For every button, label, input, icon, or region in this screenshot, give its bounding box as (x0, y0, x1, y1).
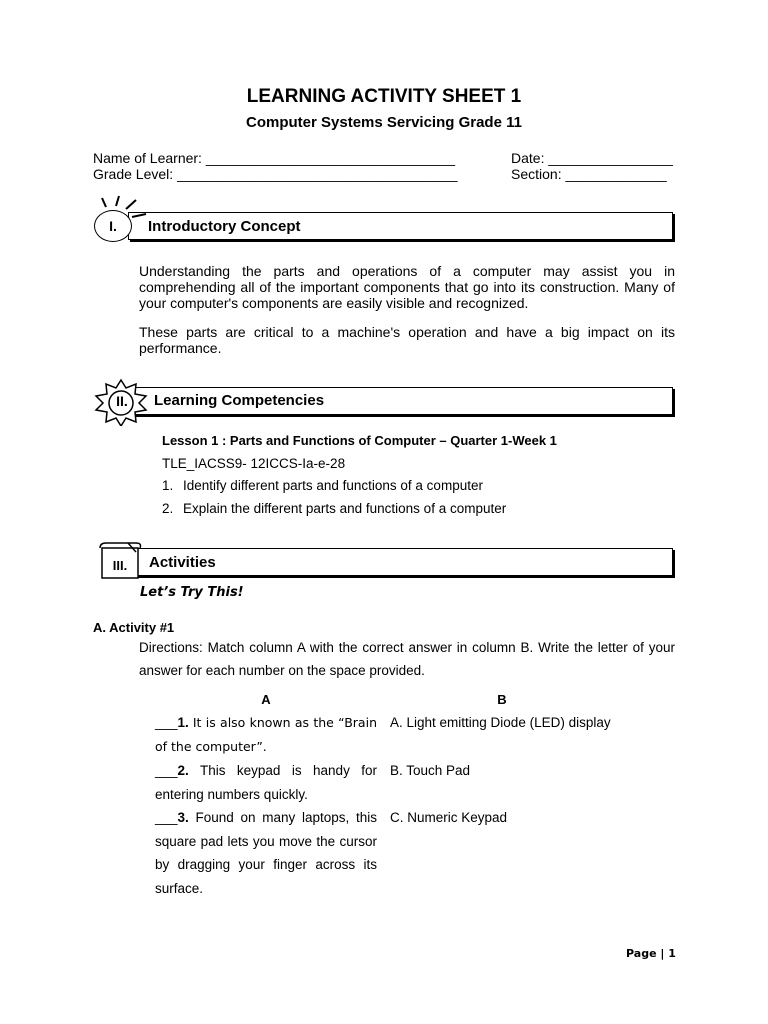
section-blank: _____________ (565, 166, 667, 182)
date-field (511, 150, 673, 166)
competency-item-number: 2. (162, 501, 174, 516)
item-text: This keypad is handy for entering numbers quickly. (155, 763, 377, 802)
name-label: Name of Learner: (93, 150, 202, 166)
section-three-numeral: III. (112, 558, 128, 573)
competency-item-text: Identify different parts and functions of a computer (183, 478, 483, 493)
lets-try-heading: Let’s Try This! (140, 585, 244, 600)
item-number: 3. (177, 810, 189, 825)
section-two-heading: Learning Competencies (154, 392, 325, 409)
intro-paragraph-1: Understanding the parts and operations of a computer may assist you in comprehending all of the important components that go into its construction. Many of your computer's components are easily visible and recognized. (139, 263, 675, 311)
grade-blank: ____________________________________ (177, 166, 458, 182)
activity-directions: Directions: Match column A with the correct answer in column B. Write the letter of your answer for each number on the space provided. (139, 640, 675, 678)
competency-item-number: 1. (162, 478, 174, 493)
intro-paragraph-2: These parts are critical to a machine's operation and have a big impact on its performance. (139, 324, 675, 356)
sheet-title: LEARNING ACTIVITY SHEET 1 (246, 86, 522, 107)
date-label: Date: (511, 150, 545, 166)
section-field (511, 166, 667, 182)
item-number: 2. (177, 763, 189, 778)
answer-blank: ___ (155, 763, 178, 778)
section-one-heading: Introductory Concept (148, 218, 301, 235)
column-b-item-b: B. Touch Pad (390, 763, 471, 778)
activity-label: A. Activity #1 (93, 620, 175, 635)
column-b-item-c: C. Numeric Keypad (390, 810, 508, 825)
lesson-title: Lesson 1 : Parts and Functions of Computer – Quarter 1-Week 1 (162, 433, 557, 448)
section-label: Section: (511, 166, 562, 182)
column-b-header: B (497, 692, 507, 707)
competency-item-2 (162, 501, 506, 516)
answer-blank: ___ (155, 810, 178, 825)
answer-blank: ___ (155, 715, 178, 730)
name-field (93, 150, 455, 166)
competency-item-1 (162, 478, 483, 493)
date-blank: ________________ (548, 150, 673, 166)
column-b-item-a: A. Light emitting Diode (LED) display (390, 715, 611, 730)
column-a-header: A (261, 692, 271, 707)
section-two-numeral: II. (116, 393, 128, 409)
item-text: It is also known as the “Brain of the computer”. (155, 715, 377, 754)
section-three-heading: Activities (149, 554, 216, 571)
grade-field (93, 166, 457, 182)
column-a-item-1 (155, 711, 377, 758)
grade-label: Grade Level: (93, 166, 174, 182)
sheet-subtitle: Computer Systems Servicing Grade 11 (246, 114, 522, 131)
column-a-item-2 (155, 759, 377, 806)
item-number: 1. (177, 715, 189, 730)
page-number: Page | 1 (626, 947, 676, 960)
item-text: Found on many laptops, this square pad lets you move the cursor by dragging your finger across its surface. (155, 810, 377, 896)
competency-code: TLE_IACSS9- 12ICCS-Ia-e-28 (162, 456, 346, 471)
name-blank: ________________________________ (205, 150, 455, 166)
competency-item-text: Explain the different parts and functions of a computer (183, 501, 507, 516)
column-a-item-3 (155, 806, 377, 900)
section-one-numeral: I. (94, 210, 132, 242)
